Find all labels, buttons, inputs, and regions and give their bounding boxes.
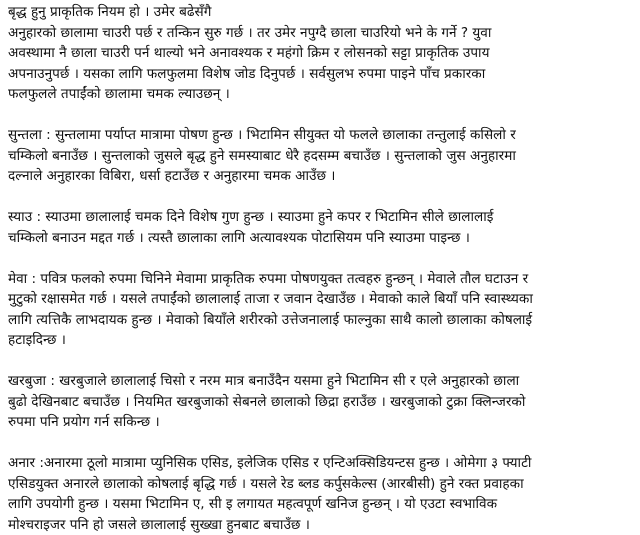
text-line: चम्किलो बनाउन मद्दत गर्छ । त्यस्तै छालाका लागि अत्यावश्यक पोटासियम पनि स्याउमा पाइन्छ । xyxy=(8,228,634,249)
text-line: बृद्ध हुनु प्राकृतिक नियम हो । उमेर बढेसँगै xyxy=(8,2,634,23)
text-line: हटाइदिन्छ । xyxy=(8,330,634,351)
text-line: मेवा : पवित्र फलको रुपमा चिनिने मेवामा प्राकृतिक रुपमा पोषणयुक्त तत्वहरु हुन्छन् । मेवाले तौल घटाउन र xyxy=(8,269,634,290)
text-line: दल्नाले अनुहारका विबिरा, धर्सा हटाउँछ र अनुहारमा चमक आउँछ । xyxy=(8,166,634,187)
paragraph-syau xyxy=(8,207,634,248)
text-line: मुटुको रक्षासमेत गर्छ । यसले तपाईंको छालालाई ताजा र जवान देखाउँछ । मेवाको काले बियाँ पनि स्वास्थ्यका xyxy=(8,289,634,310)
text-line: लागि उपयोगी हुन्छ । यसमा भिटामिन ए, सी इ लगायत महत्वपूर्ण खनिज हुन्छन् । यो एउटा स्वभाविक xyxy=(8,494,634,515)
text-line: एसिडयुक्त अनारले छालाको कोषलाई बृद्धि गर्छ । यसले रेड ब्लड कर्पुसकेल्स (आरबीसी) हुने रक्त प्रवाहका xyxy=(8,474,634,495)
text-line: सुन्तला : सुन्तलामा पर्याप्त मात्रामा पोषण हुन्छ । भिटामिन सीयुक्त यो फलले छालाका तन्तुलाई कसिलो र xyxy=(8,125,634,146)
text-line: रुपमा पनि प्रयोग गर्न सकिन्छ । xyxy=(8,412,634,433)
text-line: अपनाउनुपर्छ । यसका लागि फलफुलमा विशेष जोड दिनुपर्छ । सर्वसुलभ रुपमा पाइने पाँच प्रकारका xyxy=(8,64,634,85)
paragraph-kharbuja xyxy=(8,371,634,433)
paragraph-anar xyxy=(8,453,634,535)
paragraph-mewa xyxy=(8,269,634,351)
paragraph-intro xyxy=(8,2,634,105)
text-line: अनुहारको छालामा चाउरी पर्छ र तन्किन सुरु गर्छ । तर उमेर नपुग्दै छाला चाउरियो भने के गर्ने ? युवा xyxy=(8,23,634,44)
text-line: अनार :अनारमा ठूलो मात्रामा प्युनिसिक एसिड, इलेजिक एसिड र एन्टिअक्सिडियन्टस हुन्छ । ओमेगा ३ फ्याटी xyxy=(8,453,634,474)
text-line: बुढो देखिनबाट बचाउँछ । नियमित खरबुजाको सेबनले छालाको छिद्रा हराउँछ । खरबुजाको टुक्रा क्लिन्जरको xyxy=(8,392,634,413)
text-line: मोश्चराइजर पनि हो जसले छालालाई सुख्खा हुनबाट बचाउँछ । xyxy=(8,515,634,535)
text-line: खरबुजा : खरबुजाले छालालाई चिसो र नरम मात्र बनाउँदैन यसमा हुने भिटामिन सी र एले अनुहारको छाला xyxy=(8,371,634,392)
text-line: स्याउ : स्याउमा छालालाई चमक दिने विशेष गुण हुन्छ । स्याउमा हुने कपर र भिटामिन सीले छालालाई xyxy=(8,207,634,228)
paragraph-suntala xyxy=(8,125,634,187)
text-line: लागि त्यत्तिकै लाभदायक हुन्छ । मेवाको बियाँले शरीरको उत्तेजनालाई फाल्नुका साथै कालो छालाका कोषलाई xyxy=(8,310,634,331)
text-line: फलफुलले तपाईंको छालामा चमक ल्याउछन् । xyxy=(8,84,634,105)
text-line: चम्किलो बनाउँछ । सुन्तलाको जुसले बृद्ध हुने समस्याबाट धेरै हदसम्म बचाउँछ । सुन्तलाको जुस अनुहारमा xyxy=(8,146,634,167)
text-line: अवस्थामा नै छाला चाउरी पर्न थाल्यो भने अनावश्यक र महंगो क्रिम र लोसनको सट्टा प्राकृतिक उपाय xyxy=(8,43,634,64)
